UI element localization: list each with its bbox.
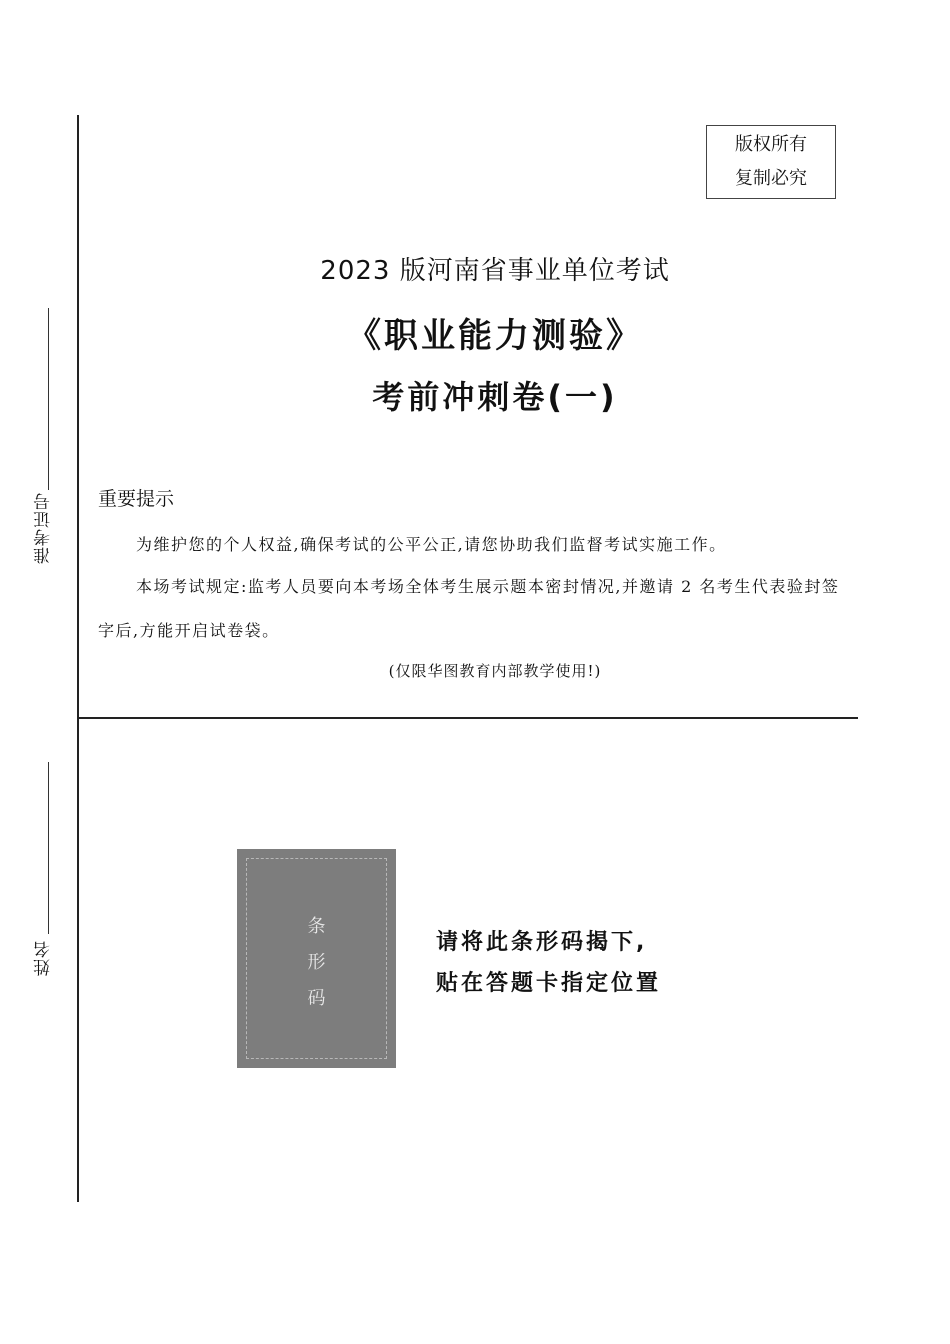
horizontal-divider — [78, 717, 858, 719]
name-underline — [48, 762, 49, 934]
copyright-line2: 复制必究 — [735, 168, 807, 189]
barcode-char-3: 码 — [307, 988, 326, 1009]
copyright-line1: 版权所有 — [735, 134, 807, 155]
notice-paragraph-1: 为维护您的个人权益,确保考试的公平公正,请您协助我们监督考试实施工作。 — [136, 535, 727, 554]
barcode-char-1: 条 — [307, 916, 326, 937]
name-label: 姓名 — [34, 940, 54, 976]
barcode-sticker[interactable] — [237, 849, 396, 1068]
copyright-box — [706, 125, 836, 199]
exam-title-subject: 《职业能力测验》 — [347, 316, 643, 356]
barcode-char-2: 形 — [307, 952, 326, 973]
barcode-label — [237, 909, 396, 1017]
barcode-instruction-line1: 请将此条形码揭下, — [436, 930, 648, 955]
internal-use-note: (仅限华图教育内部教学使用!) — [388, 662, 602, 680]
notice-paragraph-2: 本场考试规定:监考人员要向本考场全体考生展示题本密封情况,并邀请 2 名考生代表验封签字后,方能开启试卷袋。 — [98, 577, 840, 640]
notice-heading: 重要提示 — [98, 488, 175, 510]
barcode-instruction-line2: 贴在答题卡指定位置 — [436, 971, 662, 996]
exam-id-label: 准考证号 — [34, 492, 54, 564]
exam-title-paper: 考前冲刺卷(一) — [372, 378, 618, 416]
exam-title-year: 2023 版河南省事业单位考试 — [320, 256, 670, 286]
